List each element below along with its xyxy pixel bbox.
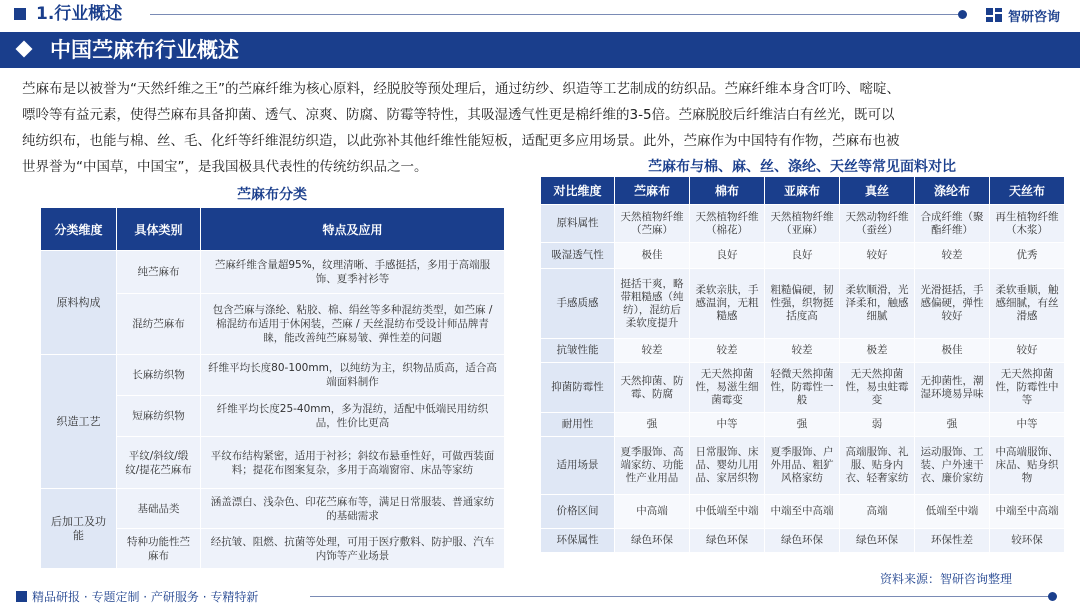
value-cell: 无天然抑菌性，易滋生细菌霉变 xyxy=(690,363,765,413)
dimension-cell: 原料属性 xyxy=(541,205,615,243)
value-cell: 绿色环保 xyxy=(690,529,765,553)
dimension-cell: 织造工艺 xyxy=(41,355,117,489)
dimension-cell: 原料构成 xyxy=(41,251,117,355)
value-cell: 强 xyxy=(615,413,690,437)
diamond-icon xyxy=(16,41,33,58)
intro-line: 苎麻布是以被誉为“天然纤维之王”的苎麻纤维为核心原料，经脱胶等预处理后，通过纺纱、织造等工艺制成的纺织品。苎麻纤维本身含叮吟、嘧啶、 xyxy=(22,81,900,97)
intro-line: 嘌呤等有益元素，使得苎麻布具备抑菌、透气、凉爽、防腐、防霉等特性，其吸湿透气性更是棉纤维的3-5倍。苎麻脱胶后纤维洁白有丝光，既可以 xyxy=(22,107,895,123)
value-cell: 挺括干爽，略带粗糙感（纯纺），混纺后柔软度提升 xyxy=(615,269,690,339)
footer-divider xyxy=(310,596,1050,597)
value-cell: 较差 xyxy=(915,243,990,269)
intro-line: 纯纺织布，也能与棉、丝、毛、化纤等纤维混纺织造，以此弥补其他纤维性能短板，适配更多应用场景。此外，苎麻作为中国特有作物，苎麻布也被 xyxy=(22,133,900,149)
feature-cell: 纤维平均长度25-40mm，多为混纺，适配中低端民用纺织品，性价比更高 xyxy=(201,396,505,437)
table-row xyxy=(541,205,1065,243)
category-cell: 短麻纺织物 xyxy=(117,396,201,437)
table-header-cell: 对比维度 xyxy=(541,177,615,205)
value-cell: 较好 xyxy=(990,339,1065,363)
value-cell: 绿色环保 xyxy=(615,529,690,553)
value-cell: 运动服饰、工装、户外速干衣、廉价家纺 xyxy=(915,437,990,495)
table-row xyxy=(541,339,1065,363)
classification-table xyxy=(40,207,505,569)
feature-cell: 经抗皱、阻燃、抗菌等处理，可用于医疗敷料、防护服、汽车内饰等产业场景 xyxy=(201,529,505,569)
table-row xyxy=(541,529,1065,553)
footer-marker-icon xyxy=(16,591,27,602)
section-title: 1.行业概述 xyxy=(36,4,123,24)
value-cell: 极差 xyxy=(840,339,915,363)
value-cell: 天然植物纤维（亚麻） xyxy=(765,205,840,243)
value-cell: 极佳 xyxy=(915,339,990,363)
value-cell: 中等 xyxy=(690,413,765,437)
value-cell: 再生植物纤维（木浆） xyxy=(990,205,1065,243)
table-header-cell: 亚麻布 xyxy=(765,177,840,205)
table-header-cell: 分类维度 xyxy=(41,208,117,251)
value-cell: 无天然抑菌性，易虫蛀霉变 xyxy=(840,363,915,413)
value-cell: 较差 xyxy=(615,339,690,363)
page-title: 中国苎麻布行业概述 xyxy=(50,38,239,62)
comparison-table xyxy=(540,176,1065,553)
value-cell: 无抑菌性，潮湿环境易异味 xyxy=(915,363,990,413)
category-cell: 纯苎麻布 xyxy=(117,251,201,294)
table-header-cell: 具体类别 xyxy=(117,208,201,251)
value-cell: 弱 xyxy=(840,413,915,437)
value-cell: 柔软亲肤，手感温润，无粗糙感 xyxy=(690,269,765,339)
table-row xyxy=(41,489,505,529)
value-cell: 中高端 xyxy=(615,495,690,529)
comparison-table-title: 苎麻布与棉、麻、丝、涤纶、天丝等常见面料对比 xyxy=(648,159,956,175)
category-cell: 平纹/斜纹/缎纹/提花苎麻布 xyxy=(117,437,201,489)
feature-cell: 涵盖漂白、浅杂色、印花苎麻布等，满足日常服装、普通家纺的基础需求 xyxy=(201,489,505,529)
classification-table-title: 苎麻布分类 xyxy=(237,187,307,203)
section-marker-icon xyxy=(14,8,26,20)
table-row xyxy=(41,251,505,294)
value-cell: 绿色环保 xyxy=(765,529,840,553)
top-divider-dot xyxy=(958,10,967,19)
value-cell: 合成纤维（聚酯纤维） xyxy=(915,205,990,243)
value-cell: 夏季服饰、高端家纺、功能性产业用品 xyxy=(615,437,690,495)
feature-cell: 纤维平均长度80-100mm，以纯纺为主，织物品质高，适合高端面料制作 xyxy=(201,355,505,396)
value-cell: 粗糙偏硬，韧性强，织物挺括度高 xyxy=(765,269,840,339)
value-cell: 柔软垂顺，触感细腻，有丝滑感 xyxy=(990,269,1065,339)
value-cell: 强 xyxy=(915,413,990,437)
top-bar xyxy=(0,0,1080,30)
brand-logo-icon xyxy=(986,6,1004,24)
title-banner xyxy=(0,32,1080,68)
dimension-cell: 环保属性 xyxy=(541,529,615,553)
dimension-cell: 价格区间 xyxy=(541,495,615,529)
value-cell: 优秀 xyxy=(990,243,1065,269)
footer-divider-dot xyxy=(1048,592,1057,601)
value-cell: 中高端服饰、床品、贴身织物 xyxy=(990,437,1065,495)
brand-name: 智研咨询 xyxy=(1008,9,1061,25)
value-cell: 天然植物纤维（棉花） xyxy=(690,205,765,243)
source-note: 资料来源：智研咨询整理 xyxy=(880,572,1013,586)
table-header-cell: 天丝布 xyxy=(990,177,1065,205)
brand xyxy=(986,5,1060,25)
footer-bar xyxy=(0,586,1080,607)
top-divider xyxy=(150,14,958,15)
category-cell: 混纺苎麻布 xyxy=(117,294,201,355)
value-cell: 较环保 xyxy=(990,529,1065,553)
value-cell: 中低端至中端 xyxy=(690,495,765,529)
value-cell: 中端至中高端 xyxy=(765,495,840,529)
category-cell: 特种功能性苎麻布 xyxy=(117,529,201,569)
value-cell: 天然抑菌、防霉、防腐 xyxy=(615,363,690,413)
dimension-cell: 手感质感 xyxy=(541,269,615,339)
value-cell: 极佳 xyxy=(615,243,690,269)
table-row xyxy=(541,363,1065,413)
footer-text: 精品研报 · 专题定制 · 产研服务 · 专精特新 xyxy=(32,590,259,604)
feature-cell: 平纹布结构紧密，适用于衬衫；斜纹布悬垂性好，可做西装面料；提花布图案复杂，多用于高端窗帘、床品等家纺 xyxy=(201,437,505,489)
table-row xyxy=(541,495,1065,529)
value-cell: 良好 xyxy=(690,243,765,269)
table-header-cell: 棉布 xyxy=(690,177,765,205)
value-cell: 低端至中端 xyxy=(915,495,990,529)
dimension-cell: 后加工及功能 xyxy=(41,489,117,569)
value-cell: 高端服饰、礼服、贴身内衣、轻奢家纺 xyxy=(840,437,915,495)
table-header-cell: 特点及应用 xyxy=(201,208,505,251)
dimension-cell: 适用场景 xyxy=(541,437,615,495)
value-cell: 绿色环保 xyxy=(840,529,915,553)
dimension-cell: 抗皱性能 xyxy=(541,339,615,363)
value-cell: 中等 xyxy=(990,413,1065,437)
category-cell: 基础品类 xyxy=(117,489,201,529)
table-row xyxy=(541,269,1065,339)
intro-line: 世界誉为“中国草，中国宝”，是我国极具代表性的传统纺织品之一。 xyxy=(22,159,428,175)
value-cell: 日常服饰、床品、婴幼儿用品、家居织物 xyxy=(690,437,765,495)
dimension-cell: 吸湿透气性 xyxy=(541,243,615,269)
value-cell: 高端 xyxy=(840,495,915,529)
table-row xyxy=(541,413,1065,437)
value-cell: 较好 xyxy=(840,243,915,269)
dimension-cell: 抑菌防霉性 xyxy=(541,363,615,413)
value-cell: 夏季服饰、户外用品、粗犷风格家纺 xyxy=(765,437,840,495)
value-cell: 光滑挺括，手感偏硬，弹性较好 xyxy=(915,269,990,339)
value-cell: 较差 xyxy=(690,339,765,363)
value-cell: 无天然抑菌性，防霉性中等 xyxy=(990,363,1065,413)
value-cell: 中端至中高端 xyxy=(990,495,1065,529)
value-cell: 强 xyxy=(765,413,840,437)
value-cell: 轻微天然抑菌性，防霉性一般 xyxy=(765,363,840,413)
table-row xyxy=(41,355,505,396)
value-cell: 较差 xyxy=(765,339,840,363)
value-cell: 天然植物纤维（苎麻） xyxy=(615,205,690,243)
table-header-row xyxy=(41,208,505,251)
table-row xyxy=(541,437,1065,495)
dimension-cell: 耐用性 xyxy=(541,413,615,437)
table-header-cell: 苎麻布 xyxy=(615,177,690,205)
table-header-cell: 真丝 xyxy=(840,177,915,205)
feature-cell: 苎麻纤维含量超95%，纹理清晰、手感挺括，多用于高端服饰、夏季衬衫等 xyxy=(201,251,505,294)
table-header-cell: 涤纶布 xyxy=(915,177,990,205)
table-header-row xyxy=(541,177,1065,205)
category-cell: 长麻纺织物 xyxy=(117,355,201,396)
value-cell: 柔软顺滑，光泽柔和，触感细腻 xyxy=(840,269,915,339)
value-cell: 良好 xyxy=(765,243,840,269)
value-cell: 天然动物纤维（蚕丝） xyxy=(840,205,915,243)
feature-cell: 包含苎麻与涤纶、粘胶、棉、绢丝等多种混纺类型，如苎麻 / 棉混纺布适用于休闲装，苎麻 / 天丝混纺布受设计师品牌青睐，能改善纯苎麻易皱、弹性差的问题 xyxy=(201,294,505,355)
table-row xyxy=(541,243,1065,269)
value-cell: 环保性差 xyxy=(915,529,990,553)
